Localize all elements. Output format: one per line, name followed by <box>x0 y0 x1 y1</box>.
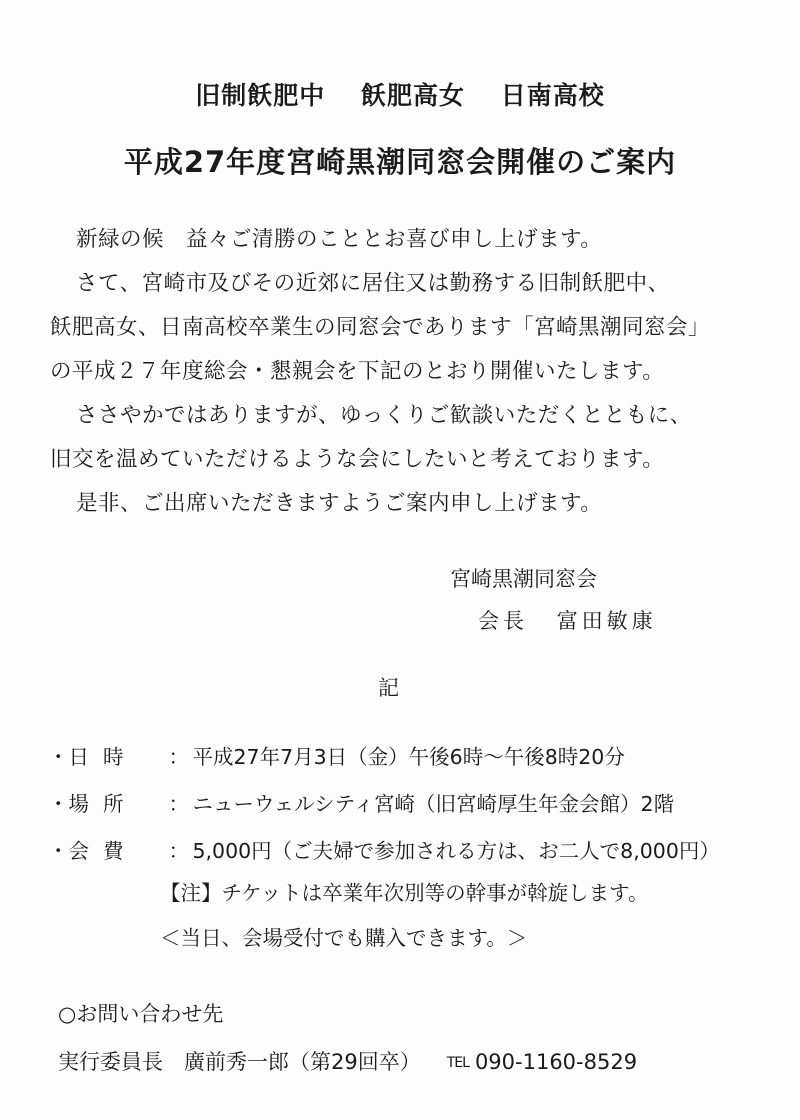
tel-label: TEL <box>446 1055 469 1071</box>
detail-label: 会費 <box>68 839 138 863</box>
ticket-note-venue: ＜当日、会場受付でも購入できます。＞ <box>160 926 528 950</box>
detail-value: 5,000円（ご夫婦で参加される方は、お二人で8,000円） <box>192 839 720 863</box>
scan-edge-marks <box>4 300 14 900</box>
detail-colon: ： <box>168 792 189 816</box>
detail-row-venue <box>48 787 674 817</box>
body-line-4: の平成２７年度総会・懇親会を下記のとおり開催いたします。 <box>50 359 665 384</box>
body-line-3: 飫肥高女、日南高校卒業生の同窓会であります「宮崎黒潮同窓会」 <box>50 315 711 340</box>
body-line-7: 是非、ご出席いただきますようご案内申し上げます。 <box>76 491 603 516</box>
detail-colon: ： <box>168 745 189 769</box>
detail-bullet: ・ <box>48 792 69 816</box>
signature-president <box>478 605 657 635</box>
document-title: 平成27年度宮崎黒潮同窓会開催のご案内 <box>123 145 677 179</box>
body-line-2: さて、宮崎市及びその近郊に居住又は勤務する旧制飫肥中、 <box>76 271 670 296</box>
ki-heading: 記 <box>378 676 399 700</box>
contact-heading: ○お問い合わせ先 <box>58 1002 224 1026</box>
detail-bullet: ・ <box>48 745 69 769</box>
contact-person: 実行委員長 廣前秀一郎（第29回卒） <box>58 1050 421 1074</box>
body-line-1: 新緑の候 益々ご清勝のこととお喜び申し上げます。 <box>76 227 603 252</box>
ticket-note: 【注】チケットは卒業年次別等の幹事が斡旋します。 <box>160 881 649 905</box>
school-name-2: 飫肥高女 <box>360 81 465 110</box>
contact-tel <box>447 1050 637 1074</box>
detail-value: 平成27年7月3日（金）午後6時～午後8時20分 <box>192 745 625 769</box>
detail-row-fee <box>48 834 720 864</box>
contact-line <box>58 1046 637 1076</box>
school-name-3: 日南高校 <box>500 81 605 110</box>
detail-value: ニューウェルシティ宮崎（旧宮崎厚生年金会館）2階 <box>192 792 675 816</box>
detail-bullet: ・ <box>48 839 69 863</box>
detail-label: 場所 <box>68 792 138 816</box>
body-line-5: ささやかではありますが、ゆっくりご歓談いただくとともに、 <box>76 403 692 428</box>
signature-name: 富田敏康 <box>556 609 657 633</box>
detail-colon: ： <box>168 839 189 863</box>
body-line-6: 旧交を温めていただけるような会にしたいと考えております。 <box>50 447 665 472</box>
school-name-1: 旧制飫肥中 <box>195 81 326 110</box>
signature-organization: 宮崎黒潮同窓会 <box>450 567 597 591</box>
school-names <box>0 76 800 112</box>
detail-row-date <box>48 740 625 770</box>
detail-label: 日時 <box>68 745 138 769</box>
tel-number: 090-1160-8529 <box>474 1050 638 1074</box>
signature-title: 会長 <box>478 609 528 633</box>
